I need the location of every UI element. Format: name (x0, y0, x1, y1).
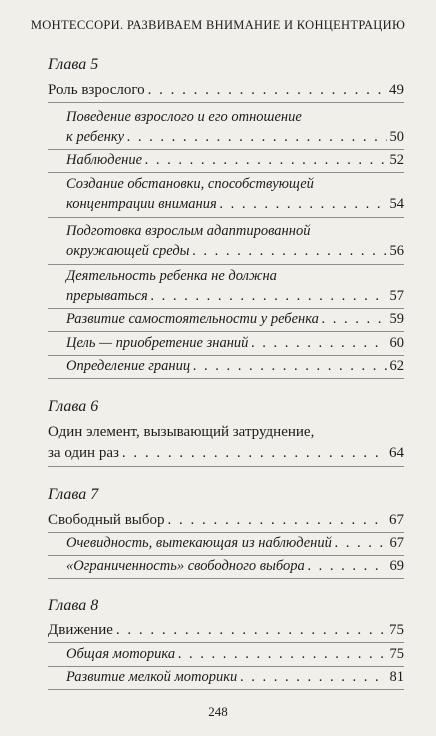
toc-entry-ch8-main[interactable] (48, 620, 404, 641)
entry-title: Движение (48, 622, 113, 638)
entry-page: 64 (389, 445, 404, 461)
entry-page: 75 (389, 646, 404, 662)
entry-title-line1: Деятельность ребенка не должна (66, 268, 277, 284)
divider (48, 642, 404, 643)
entry-page: 56 (389, 243, 404, 259)
divider (48, 264, 404, 265)
toc-entry-ch5-sub-8[interactable] (66, 356, 404, 376)
toc-entry-ch6-main[interactable] (48, 422, 404, 464)
page-number: 248 (208, 704, 228, 719)
entry-title-line2: окружающей среды (66, 243, 190, 259)
divider (48, 217, 404, 218)
chapter-8-title: Глава 8 (48, 597, 99, 614)
divider (48, 172, 404, 173)
entry-title: Развитие самостоятельности у ребенка (66, 311, 319, 327)
divider (48, 689, 404, 690)
entry-page: 57 (389, 288, 404, 304)
toc-entry-ch7-sub-1[interactable] (66, 533, 404, 553)
toc-entry-ch8-sub-1[interactable] (66, 644, 404, 664)
divider (48, 102, 404, 103)
entry-page: 75 (389, 622, 404, 638)
entry-title: Очевидность, вытекающая из наблюдений (66, 535, 332, 551)
entry-page: 62 (389, 358, 404, 374)
entry-title: Определение границ (66, 358, 191, 374)
entry-page: 60 (389, 335, 404, 351)
divider (48, 578, 404, 579)
entry-title-line2: концентрации внимания (66, 196, 217, 212)
divider (48, 378, 404, 379)
entry-title: Развитие мелкой моторики (66, 669, 238, 685)
entry-title: «Ограниченность» свободного выбора (66, 558, 305, 574)
toc-entry-ch7-main[interactable] (48, 510, 404, 531)
entry-title: Роль взрослого (48, 82, 145, 98)
toc-entry-ch5-sub-3[interactable] (66, 174, 404, 214)
entry-title-line2: за один раз (48, 445, 119, 461)
toc-entry-ch5-sub-1[interactable] (66, 107, 404, 147)
entry-title: Цель — приобретение знаний (66, 335, 249, 351)
running-header: МОНТЕССОРИ. РАЗВИВАЕМ ВНИМАНИЕ И КОНЦЕНТРАЦИЮ (30, 18, 406, 32)
chapter-7-title: Глава 7 (48, 486, 99, 503)
chapter-6-title: Глава 6 (48, 398, 99, 415)
toc-entry-ch8-sub-2[interactable] (66, 667, 404, 687)
divider (48, 466, 404, 467)
entry-page: 67 (389, 512, 404, 528)
entry-title-line2: прерываться (66, 288, 148, 304)
entry-page: 69 (389, 558, 404, 574)
entry-page: 54 (389, 196, 404, 212)
entry-title-line1: Подготовка взрослым адаптированной (66, 223, 311, 239)
toc-entry-ch5-sub-4[interactable] (66, 221, 404, 261)
entry-page: 81 (389, 669, 404, 685)
entry-title-line1: Создание обстановки, способствующей (66, 176, 314, 192)
divider (48, 331, 404, 332)
entry-title-line1: Поведение взрослого и его отношение (66, 109, 302, 125)
toc-entry-ch5-main[interactable] (48, 80, 404, 101)
entry-title: Наблюдение (66, 152, 143, 168)
chapter-5-title: Глава 5 (48, 56, 99, 73)
entry-title: Свободный выбор (48, 512, 165, 528)
entry-page: 49 (389, 82, 404, 98)
toc-entry-ch5-sub-6[interactable] (66, 309, 404, 329)
toc-entry-ch5-sub-2[interactable] (66, 150, 404, 170)
entry-page: 50 (389, 129, 404, 145)
toc-entry-ch7-sub-2[interactable] (66, 556, 404, 576)
entry-title: Общая моторика (66, 646, 176, 662)
entry-page: 67 (389, 535, 404, 551)
entry-title-line2: к ребенку (66, 129, 125, 145)
toc-entry-ch5-sub-5[interactable] (66, 266, 404, 306)
entry-title-line1: Один элемент, вызывающий затруднение, (48, 424, 315, 440)
toc-entry-ch5-sub-7[interactable] (66, 333, 404, 353)
entry-page: 52 (389, 152, 404, 168)
entry-page: 59 (389, 311, 404, 327)
